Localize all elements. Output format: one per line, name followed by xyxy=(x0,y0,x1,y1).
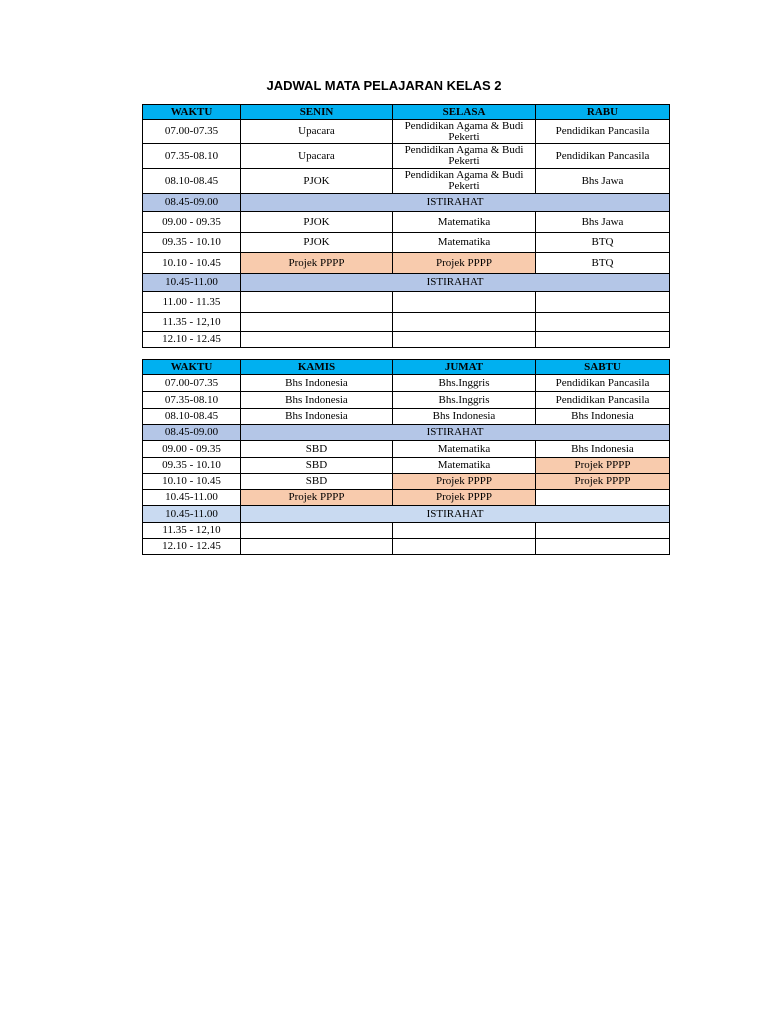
time-cell: 08.10-08.45 xyxy=(143,169,241,194)
subject-cell: Bhs Jawa xyxy=(536,212,670,233)
subject-cell: SBD xyxy=(241,458,393,474)
subject-cell xyxy=(536,523,670,539)
time-cell: 10.45-11.00 xyxy=(143,506,241,523)
time-cell: 09.00 - 09.35 xyxy=(143,441,241,458)
subject-cell xyxy=(393,313,536,332)
break-row xyxy=(143,425,670,441)
table-row xyxy=(143,212,670,233)
table-row xyxy=(143,253,670,274)
time-cell: 09.35 - 10.10 xyxy=(143,458,241,474)
table-row xyxy=(143,332,670,348)
time-cell: 08.45-09.00 xyxy=(143,194,241,212)
time-cell: 07.35-08.10 xyxy=(143,144,241,169)
time-cell: 08.45-09.00 xyxy=(143,425,241,441)
time-cell: 10.10 - 10.45 xyxy=(143,474,241,490)
subject-cell: SBD xyxy=(241,474,393,490)
subject-cell: SBD xyxy=(241,441,393,458)
schedule-table-week-end xyxy=(142,359,670,555)
time-cell: 11.00 - 11.35 xyxy=(143,292,241,313)
table-row xyxy=(143,523,670,539)
subject-cell: PJOK xyxy=(241,212,393,233)
time-cell: 07.00-07.35 xyxy=(143,120,241,144)
table-row xyxy=(143,409,670,425)
table-row xyxy=(143,474,670,490)
subject-cell: BTQ xyxy=(536,253,670,274)
subject-cell: Pendidikan Pancasila xyxy=(536,144,670,169)
time-cell: 07.00-07.35 xyxy=(143,375,241,392)
subject-cell xyxy=(393,523,536,539)
break-row xyxy=(143,194,670,212)
header-cell: SELASA xyxy=(393,105,536,120)
subject-cell: Bhs.Inggris xyxy=(393,375,536,392)
subject-cell: Projek PPPP xyxy=(393,474,536,490)
subject-cell xyxy=(536,313,670,332)
time-cell: 08.10-08.45 xyxy=(143,409,241,425)
subject-cell: Pendidikan Pancasila xyxy=(536,120,670,144)
subject-cell: Bhs Indonesia xyxy=(241,392,393,409)
subject-cell: Matematika xyxy=(393,212,536,233)
subject-cell: Projek PPPP xyxy=(536,458,670,474)
subject-cell: Pendidikan Pancasila xyxy=(536,392,670,409)
table-row xyxy=(143,392,670,409)
time-cell: 09.35 - 10.10 xyxy=(143,233,241,253)
subject-cell: Upacara xyxy=(241,144,393,169)
table-row xyxy=(143,233,670,253)
subject-cell: Bhs Indonesia xyxy=(241,375,393,392)
subject-cell: PJOK xyxy=(241,169,393,194)
subject-cell: Bhs Indonesia xyxy=(536,409,670,425)
subject-cell: Bhs Indonesia xyxy=(393,409,536,425)
time-cell: 12.10 - 12.45 xyxy=(143,332,241,348)
header-cell: WAKTU xyxy=(143,360,241,375)
table-row xyxy=(143,441,670,458)
subject-cell xyxy=(241,292,393,313)
header-cell: RABU xyxy=(536,105,670,120)
subject-cell: Pendidikan Agama & Budi Pekerti xyxy=(393,144,536,169)
subject-cell: Bhs Indonesia xyxy=(536,441,670,458)
subject-cell: Matematika xyxy=(393,458,536,474)
table-row xyxy=(143,539,670,555)
subject-cell: Pendidikan Pancasila xyxy=(536,375,670,392)
subject-cell xyxy=(241,313,393,332)
subject-cell: Bhs Indonesia xyxy=(241,409,393,425)
table-row xyxy=(143,490,670,506)
break-label: ISTIRAHAT xyxy=(241,425,670,441)
time-cell: 11.35 - 12,10 xyxy=(143,523,241,539)
table-row xyxy=(143,169,670,194)
subject-cell: Projek PPPP xyxy=(241,490,393,506)
table-row xyxy=(143,292,670,313)
header-cell: JUMAT xyxy=(393,360,536,375)
header-cell: SENIN xyxy=(241,105,393,120)
time-cell: 10.45-11.00 xyxy=(143,274,241,292)
subject-cell: Pendidikan Agama & Budi Pekerti xyxy=(393,120,536,144)
time-cell: 09.00 - 09.35 xyxy=(143,212,241,233)
subject-cell xyxy=(536,539,670,555)
table-row xyxy=(143,120,670,144)
time-cell: 10.10 - 10.45 xyxy=(143,253,241,274)
subject-cell: BTQ xyxy=(536,233,670,253)
subject-cell xyxy=(536,332,670,348)
subject-cell: Projek PPPP xyxy=(536,474,670,490)
page-title: JADWAL MATA PELAJARAN KELAS 2 xyxy=(266,78,502,93)
table-row xyxy=(143,313,670,332)
subject-cell xyxy=(536,490,670,506)
time-cell: 07.35-08.10 xyxy=(143,392,241,409)
subject-cell xyxy=(393,332,536,348)
subject-cell xyxy=(393,292,536,313)
break-label: ISTIRAHAT xyxy=(241,506,670,523)
subject-cell xyxy=(241,539,393,555)
break-row xyxy=(143,274,670,292)
break-row xyxy=(143,506,670,523)
subject-cell: Pendidikan Agama & Budi Pekerti xyxy=(393,169,536,194)
break-label: ISTIRAHAT xyxy=(241,274,670,292)
break-label: ISTIRAHAT xyxy=(241,194,670,212)
table-row xyxy=(143,458,670,474)
schedule-table-week-start xyxy=(142,104,670,348)
subject-cell: Matematika xyxy=(393,233,536,253)
subject-cell: Projek PPPP xyxy=(393,253,536,274)
time-cell: 11.35 - 12,10 xyxy=(143,313,241,332)
subject-cell xyxy=(536,292,670,313)
subject-cell: Projek PPPP xyxy=(393,490,536,506)
header-cell: SABTU xyxy=(536,360,670,375)
time-cell: 12.10 - 12.45 xyxy=(143,539,241,555)
subject-cell: Bhs Jawa xyxy=(536,169,670,194)
subject-cell: Projek PPPP xyxy=(241,253,393,274)
time-cell: 10.45-11.00 xyxy=(143,490,241,506)
subject-cell: Matematika xyxy=(393,441,536,458)
subject-cell: Upacara xyxy=(241,120,393,144)
subject-cell xyxy=(241,523,393,539)
subject-cell xyxy=(393,539,536,555)
header-cell: WAKTU xyxy=(143,105,241,120)
table-row xyxy=(143,375,670,392)
subject-cell xyxy=(241,332,393,348)
header-cell: KAMIS xyxy=(241,360,393,375)
table-row xyxy=(143,144,670,169)
subject-cell: Bhs.Inggris xyxy=(393,392,536,409)
subject-cell: PJOK xyxy=(241,233,393,253)
